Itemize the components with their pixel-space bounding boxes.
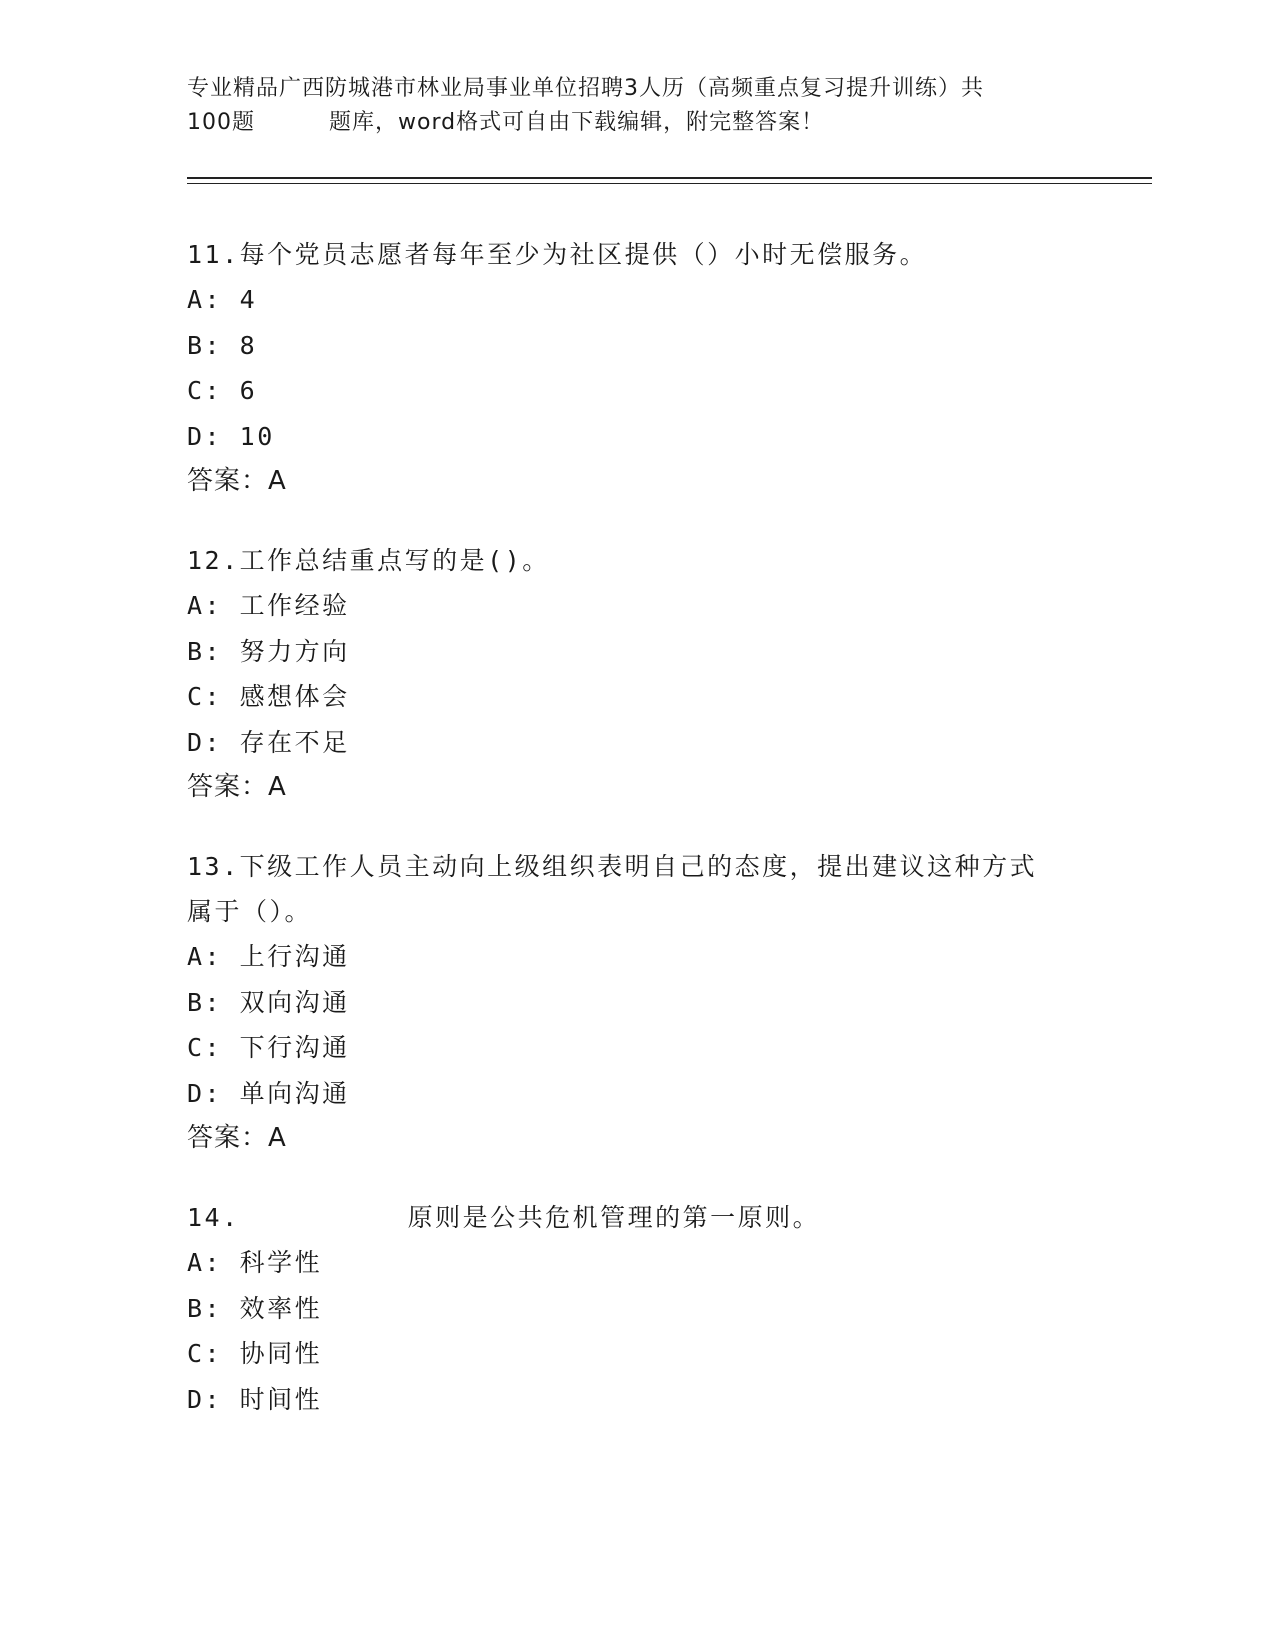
header-question-count: 100题 [187, 110, 255, 135]
question-number: 14. [187, 1203, 240, 1232]
option-d: D: 单向沟通 [187, 1078, 350, 1108]
question-13 [187, 844, 1087, 1161]
header-title-line1: 专业精品广西防城港市林业局事业单位招聘3人历（高频重点复习提升训练）共 [187, 76, 984, 101]
question-stem-text: 原则是公共危机管理的第一原则。 [407, 1203, 821, 1232]
answer-label: 答案：A [187, 1123, 287, 1153]
option-c: C: 协同性 [187, 1339, 323, 1368]
option-a: A: 工作经验 [187, 591, 350, 620]
option-c: C: 感想体会 [187, 682, 350, 711]
option-d: D: 10 [187, 421, 275, 451]
option-b: B: 努力方向 [187, 636, 350, 666]
question-stem [187, 1195, 1087, 1240]
document-header [187, 72, 1087, 140]
option-b: B: 8 [187, 330, 258, 360]
option-a: A: 上行沟通 [187, 942, 350, 971]
answer-label: 答案：A [187, 466, 287, 496]
question-stem-line1: 13.下级工作人员主动向上级组织表明自己的态度，提出建议这种方式 [187, 852, 1038, 881]
header-divider-thick [187, 177, 1152, 179]
question-stem: 12.工作总结重点写的是()。 [187, 546, 550, 575]
question-12 [187, 538, 1087, 810]
option-d: D: 时间性 [187, 1384, 323, 1414]
header-title-line2 [187, 106, 1087, 140]
option-c: C: 6 [187, 376, 258, 405]
option-a: A: 科学性 [187, 1248, 323, 1277]
header-description: 题库，word格式可自由下载编辑，附完整答案！ [329, 110, 825, 135]
question-list [187, 232, 1087, 1456]
option-a: A: 4 [187, 285, 258, 314]
answer-label: 答案：A [187, 772, 287, 802]
option-d: D: 存在不足 [187, 727, 350, 757]
option-b: B: 双向沟通 [187, 987, 350, 1017]
option-c: C: 下行沟通 [187, 1033, 350, 1062]
question-11 [187, 232, 1087, 504]
option-b: B: 效率性 [187, 1293, 323, 1323]
question-14 [187, 1195, 1087, 1422]
header-divider-thin [187, 183, 1152, 184]
question-stem-line2: 属于（）。 [187, 897, 313, 926]
question-stem: 11.每个党员志愿者每年至少为社区提供（）小时无偿服务。 [187, 240, 928, 269]
